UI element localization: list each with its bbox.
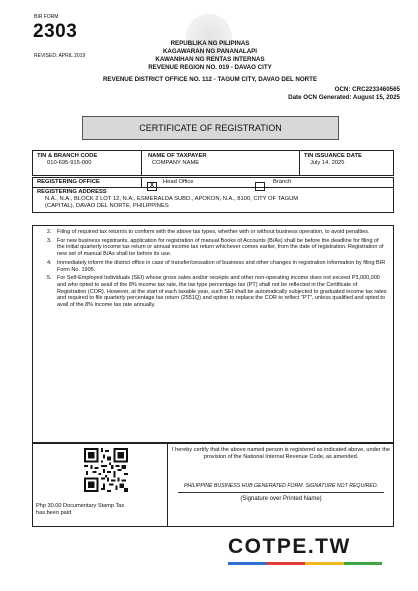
ocn-number: OCN: CRC2233460565 — [334, 86, 400, 93]
form-label: BIR FORM — [34, 14, 59, 20]
condition-number: 3. — [47, 237, 52, 244]
condition-text: For new business registrants, application for registration of manual Books of Accounts (B/As) shall be before the deadline for filing of the initial quarterly income tax return or annual income tax return whichever comes earlier, from the date of registration. Registration of new set of manual B/As shall be before its use. — [57, 237, 384, 258]
issuance-cell — [300, 151, 392, 175]
logo-bar-blue — [228, 562, 267, 565]
tin-label: TIN & BRANCH CODE — [37, 153, 98, 159]
header-line-4: REVENUE REGION NO. 019 - DAVAO CITY — [148, 64, 272, 71]
taxpayer-value: COMPANY NAME — [152, 160, 200, 166]
condition-item — [33, 229, 393, 236]
certificate-title: CERTIFICATE OF REGISTRATION — [82, 116, 339, 140]
taxpayer-label: NAME OF TAXPAYER — [148, 153, 207, 159]
signature-label: (Signature over Printed Name) — [240, 496, 322, 502]
stamp-line-2: has been paid — [36, 509, 72, 516]
signature-line — [178, 492, 384, 493]
condition-number: 2. — [47, 229, 52, 235]
branch-label: Branch — [273, 179, 292, 185]
condition-item — [33, 275, 393, 309]
taxpayer-info-row — [32, 150, 394, 176]
registering-office-label: REGISTERING OFFICE — [37, 179, 100, 185]
taxpayer-cell — [142, 151, 300, 175]
qr-code-icon — [84, 448, 128, 492]
documentary-stamp-note — [36, 503, 124, 516]
condition-text: Filing of required tax return/s to conform with the above tax types, whether with or without business operation, to avoid penalties. — [57, 229, 370, 235]
header-line-5: REVENUE DISTRICT OFFICE NO. 112 - TAGUM CITY, DAVAO DEL NORTE — [102, 76, 318, 83]
ocn-date: Date OCN Generated: August 15, 2025 — [288, 94, 400, 101]
logo-bar-yellow — [305, 562, 344, 565]
logo-color-bars — [228, 562, 382, 565]
header-line-1: REPUBLIKA NG PILIPINAS — [170, 40, 250, 47]
condition-text: Immediately inform the district office in case of transfer/cessation of business and other changes in registration information by filing BIR Form No. 1905. — [57, 259, 386, 273]
conditions-list — [33, 229, 393, 309]
issuance-label: TIN ISSUANCE DATE — [304, 153, 362, 159]
condition-item — [33, 238, 393, 258]
condition-text: For Self-Employed Individuals (SEI) whose gross sales and/or receipts and other non-operating income does not exceed P3,000,000 and who opted to avail of the 8% income tax rate, the tax type percentage tax (PT) shall not be reflected in the Certificate of Registration (COR). However, at the start of each taxable year, such SEI shall be automatically subjected to graduated income tax rates and required to file quarterly percentage tax return (2551Q) and option to replace the COR to reflect "PT", unless qualified and opted to avail of the 8% income tax rate annually. — [57, 275, 387, 309]
logo-bar-green — [344, 562, 383, 565]
condition-number: 4. — [47, 259, 52, 266]
head-office-check-mark: X — [147, 182, 157, 191]
watermark-logo: COTPE.TW — [228, 535, 351, 558]
tin-cell — [33, 151, 142, 175]
revised-date: REVISED: APRIL 2019 — [34, 53, 86, 59]
issuance-value: July 14, 2025 — [310, 160, 345, 166]
conditions-box — [32, 225, 394, 443]
address-line-1: N.A., N.A., BLOCK 2 LOT 12, N.A., ESMERALDA SUBD., APOKON, N.A., 8100, CITY OF TAGUM — [45, 196, 299, 202]
header-line-3: KAWANIHAN NG RENTAS INTERNAS — [155, 56, 265, 63]
head-office-label: Head Office — [163, 179, 194, 185]
header-line-2: KAGAWARAN NG PANANALAPI — [162, 48, 258, 55]
tin-value: 010-695-915-000 — [47, 160, 92, 166]
condition-number: 5. — [47, 275, 52, 282]
condition-item — [33, 260, 393, 273]
generated-form-note: PHILIPPINE BUSINESS HUB GENERATED FORM. SIGNATURE NOT REQUIRED. — [183, 483, 379, 489]
address-line-2: (CAPITAL), DAVAO DEL NORTE, PHILIPPINES — [45, 203, 169, 209]
form-number: 2303 — [33, 21, 78, 42]
certification-text: I hereby certify that the above named person is registered as indicated above, under the provision of the National Internal Revenue Code, as amended. — [172, 447, 390, 460]
stamp-line-1: Php 30.00 Documentary Stamp Tax — [36, 503, 125, 509]
registering-address-row — [32, 187, 394, 213]
logo-bar-red — [267, 562, 306, 565]
registering-address-label: REGISTERING ADDRESS — [37, 189, 107, 195]
